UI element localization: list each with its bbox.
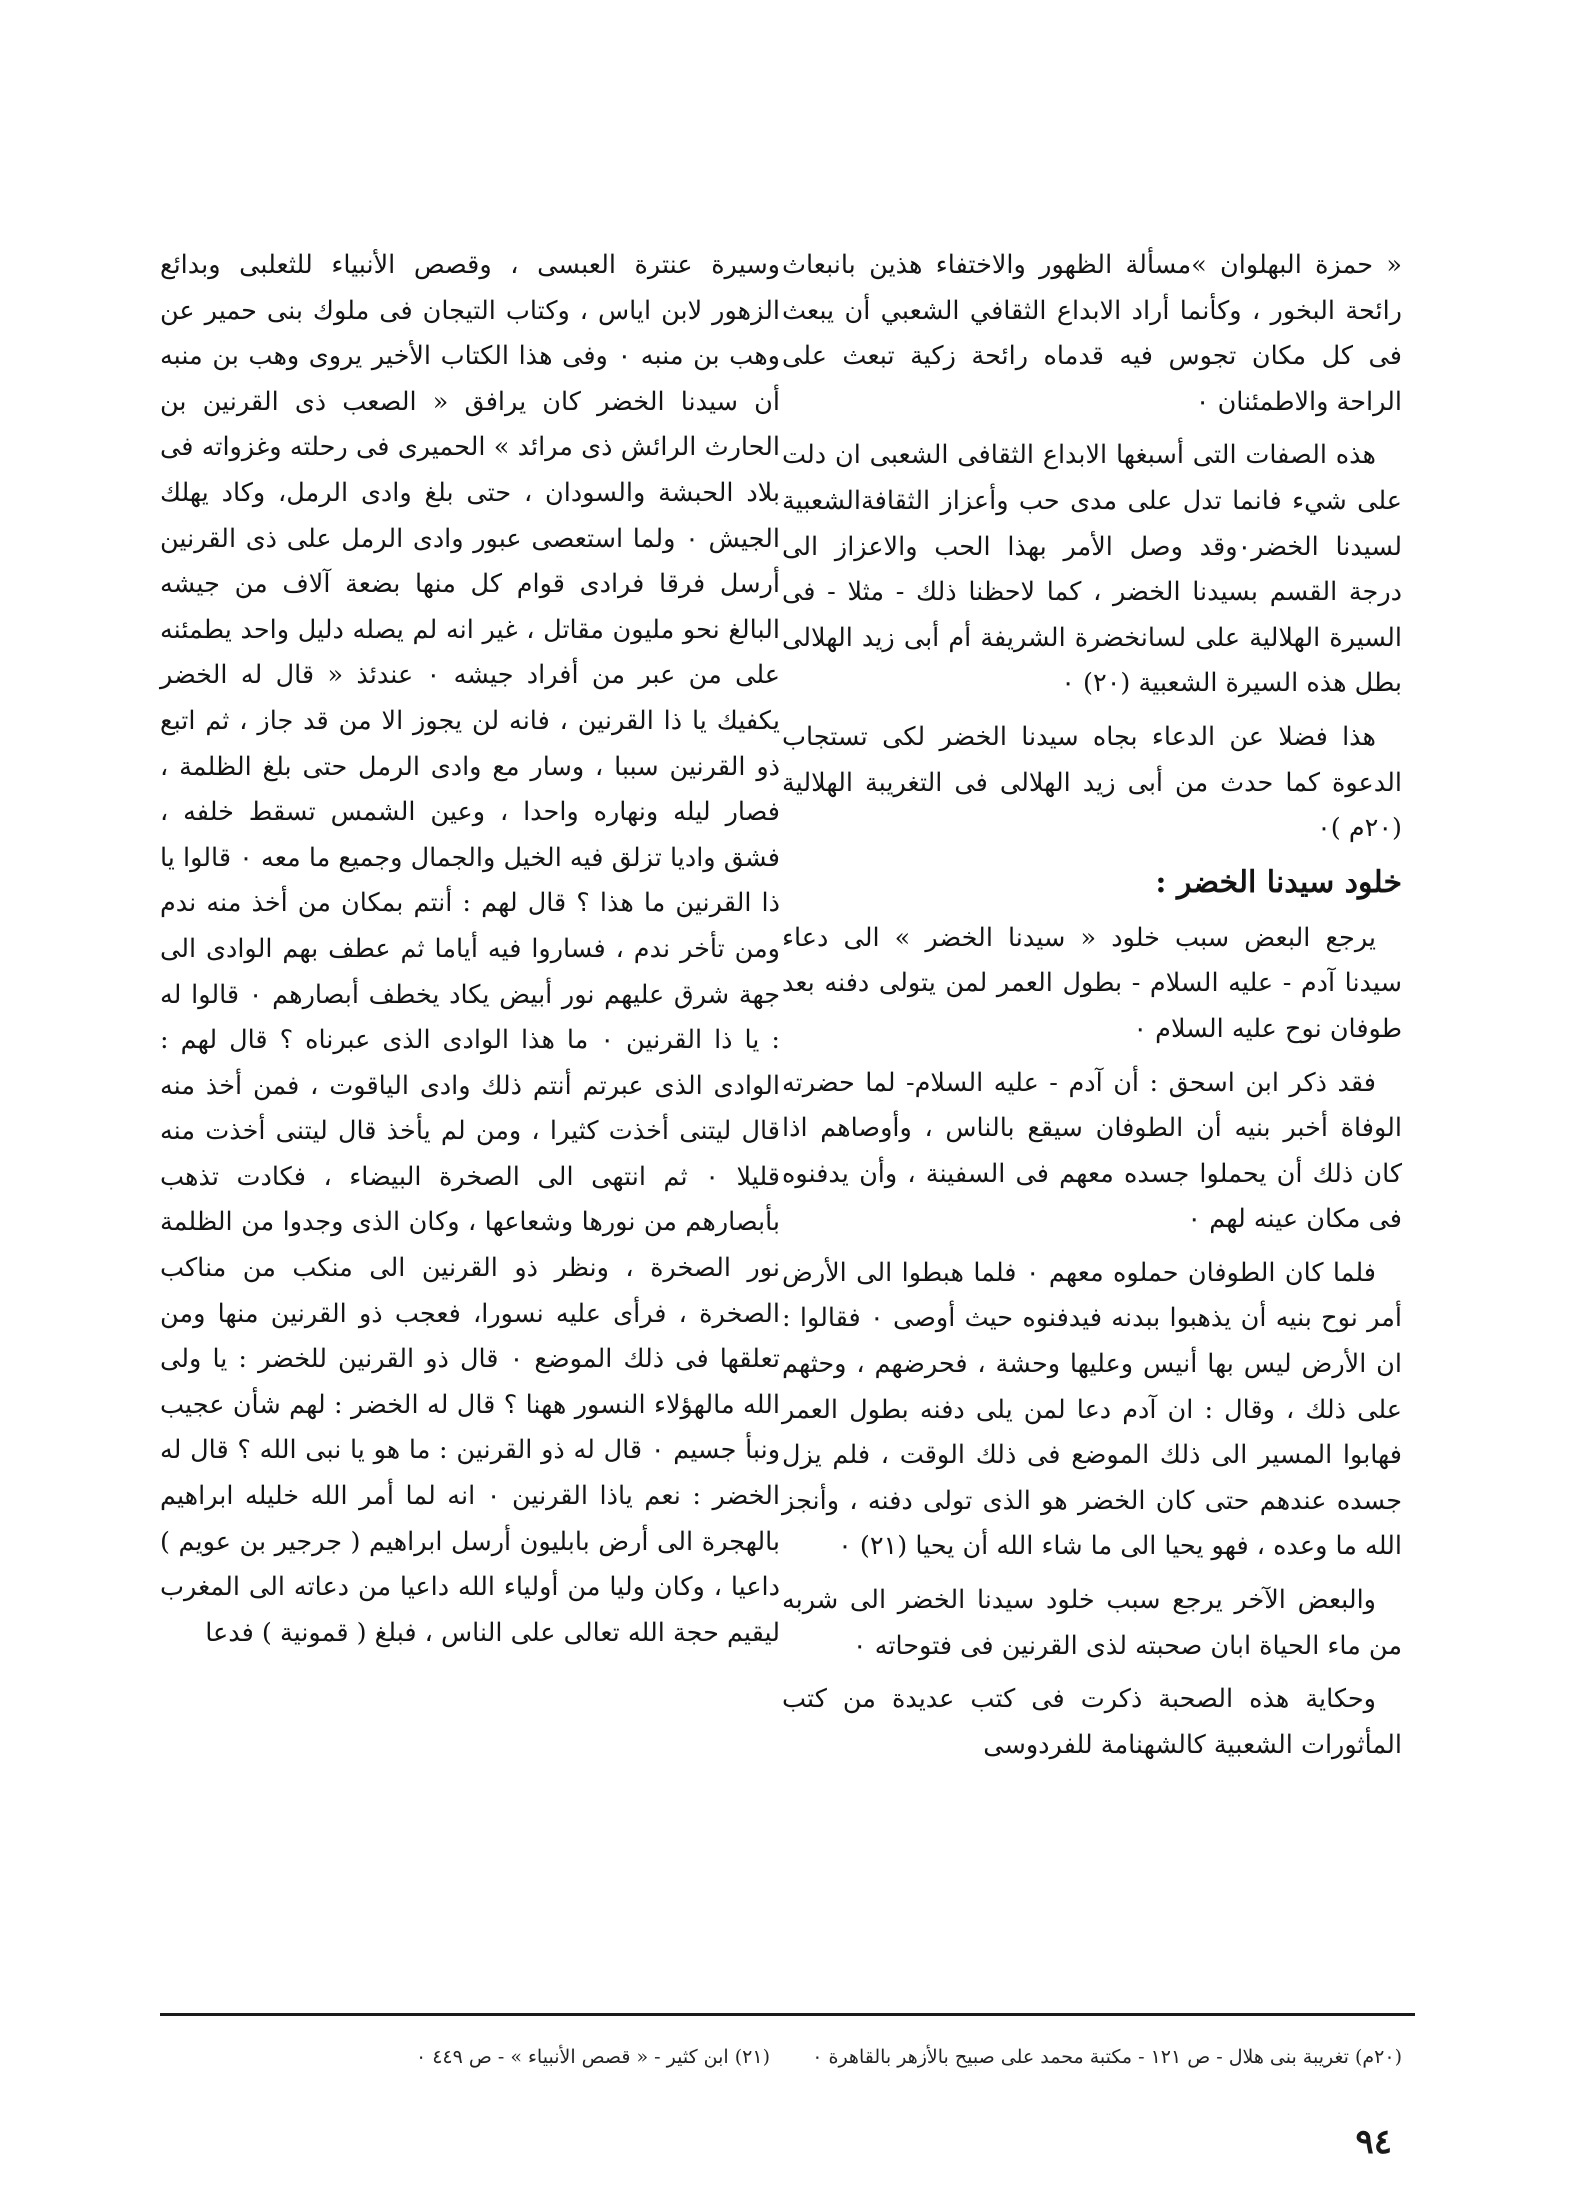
paragraph: فقد ذكر ابن اسحق : أن آدم - عليه السلام- لما حضرته الوفاة أخبر بنيه أن الطوفان سيقع بالناس ، وأوصاهم اذا كان ذلك أن يحملوا جسده معهم فى السفينة ، وأن يدفنوه فى مكان عينه لهم ٠ [782,1067,1402,1235]
page-number: ٩٤ [1355,2122,1392,2162]
paragraph: فلما كان الطوفان حملوه معهم ٠ فلما هبطوا الى الأرض أمر نوح بنيه أن يذهبوا ببدنه فيدفنوه حيث أوصى ٠ فقالوا : ان الأرض ليس بها أنيس وعليها وحشة ، فحرضهم ، وحثهم على ذلك ، وقال : ان آدم دعا لمن يلى دفنه بطول العمر فهابوا المسير الى ذلك الموضع فى ذلك الوقت ، فلم يزل جسده عندهم حتى كان الخضر هو الذى تولى دفنه ، وأنجز الله ما وعده ، فهو يحيا الى ما شاء الله أن يحيا (٢١) ٠ [782,1257,1402,1562]
paragraph: هذه الصفات التى أسبغها الابداع الثقافى الشعبى ان دلت على شيء فانما تدل على مدى حب وأعزاز الثقافةالشعبية لسيدنا الخضر٠وقد وصل الأمر بهذا الحب والاعزاز الى درجة القسم بسيدنا الخضر ، كما لاحظنا ذلك - مثلا - فى السيرة الهلالية على لسانخضرة الشريفة أم أبى زيد الهلالى بطل هذه السيرة الشعبية (٢٠) ٠ [782,440,1402,699]
paragraph: والبعض الآخر يرجع سبب خلود سيدنا الخضر الى شربه من ماء الحياة ابان صحبته لذى القرنين فى فتوحاته ٠ [782,1585,1402,1661]
paragraph: « حمزة البهلوان »مسألة الظهور والاختفاء هذين بانبعاث رائحة البخور ، وكأنما أراد الابداع الثقافي الشعبي أن يبعث فى كل مكان تجوس فيه قدماه رائحة زكية تبعث على الراحة والاطمئنان ٠ [782,250,1402,417]
footnote-20m: (٢٠م) تغريبة بنى هلال - ص ١٢١ - مكتبة محمد على صبيح بالأزهر بالقاهرة ٠ [812,2046,1402,2068]
left-text-column [160,243,780,1664]
section-heading: خلود سيدنا الخضر : [1155,864,1402,900]
paragraph: وحكاية هذه الصحبة ذكرت فى كتب عديدة من كتب المأثورات الشعبية كالشهنامة للفردوسى [782,1684,1402,1760]
paragraph: وسيرة عنترة العبسى ، وقصص الأنبياء للثعلبى وبدائع الزهور لابن اياس ، وكتاب التيجان فى ملوك بنى حمير عن وهب بن منبه ٠ وفى هذا الكتاب الأخير يروى وهب بن منبه أن سيدنا الخضر كان يرافق « الصعب ذى القرنين بن الحارث الرائش ذى مرائد » الحميرى فى رحلته وغزواته فى بلاد الحبشة والسودان ، حتى بلغ وادى الرمل، وكاد يهلك الجيش ٠ ولما استعصى عبور وادى الرمل على ذى القرنين أرسل فرقا فرادى قوام كل منها بضعة آلاف من جيشه البالغ نحو مليون مقاتل ، غير انه لم يصله دليل واحد يطمئنه على من عبر من أفراد جيشه ٠ عندئذ « قال له الخضر يكفيك يا ذا القرنين ، فانه لن يجوز الا من قد جاز ، ثم اتبع ذو القرنين سببا ، وسار مع وادى الرمل حتى بلغ الظلمة ، فصار ليله ونهاره واحدا ، وعين الشمس تسقط خلفه ، فشق واديا تزلق فيه الخيل والجمال وجميع ما معه ٠ قالوا يا ذا القرنين ما هذا ؟ قال لهم : أنتم بمكان من أخذ منه ندم ومن تأخر ندم ، فساروا فيه أياما ثم عطف بهم الوادى الى جهة شرق عليهم نور أبيض يكاد يخطف أبصارهم ٠ قالوا له : يا ذا القرنين ٠ ما هذا الوادى الذى عبرناه ؟ قال لهم : الوادى الذى عبرتم أنتم ذلك وادى الياقوت ، فمن أخذ منه قال ليتنى أخذت كثيرا ، ومن لم يأخذ قال ليتنى أخذت منه قليلا ٠ ثم انتهى الى الصخرة البيضاء ، فكادت تذهب بأبصارهم من نورها وشعاعها ، وكان الذى وجدوا من الظلمة نور الصخرة ، ونظر ذو القرنين الى منكب من مناكب الصخرة ، فرأى عليه نسورا، فعجب ذو القرنين منها ومن تعلقها فى ذلك الموضع ٠ قال ذو القرنين للخضر : يا ولى الله مالهؤلاء النسور ههنا ؟ قال له الخضر : لهم شأن عجيب ونبأ جسيم ٠ قال له ذو القرنين : ما هو يا نبى الله ؟ قال له الخضر : نعم ياذا القرنين ٠ انه لما أمر الله خليله ابراهيم بالهجرة الى أرض بابليون أرسل ابراهيم ( جرجير بن عويم ) داعيا ، وكان وليا من أولياء الله داعيا من دعاته الى المغرب ليقيم حجة الله تعالى على الناس ، فبلغ ( قمونية ) فدعا [160,250,781,1648]
paragraph: يرجع البعض سبب خلود « سيدنا الخضر » الى دعاء سيدنا آدم - عليه السلام - بطول العمر لمن يتولى دفنه بعد طوفان نوح عليه السلام ٠ [782,922,1402,1044]
right-text-column [782,243,1402,1776]
footnote-divider [160,2013,1415,2016]
paragraph: هذا فضلا عن الدعاء بجاه سيدنا الخضر لكى تستجاب الدعوة كما حدث من أبى زيد الهلالى فى التغريبة الهلالية (٢٠م )٠ [782,721,1402,844]
footnote-21: (٢١) ابن كثير - « قصص الأنبياء » - ص ٤٤٩ ٠ [415,2046,770,2068]
